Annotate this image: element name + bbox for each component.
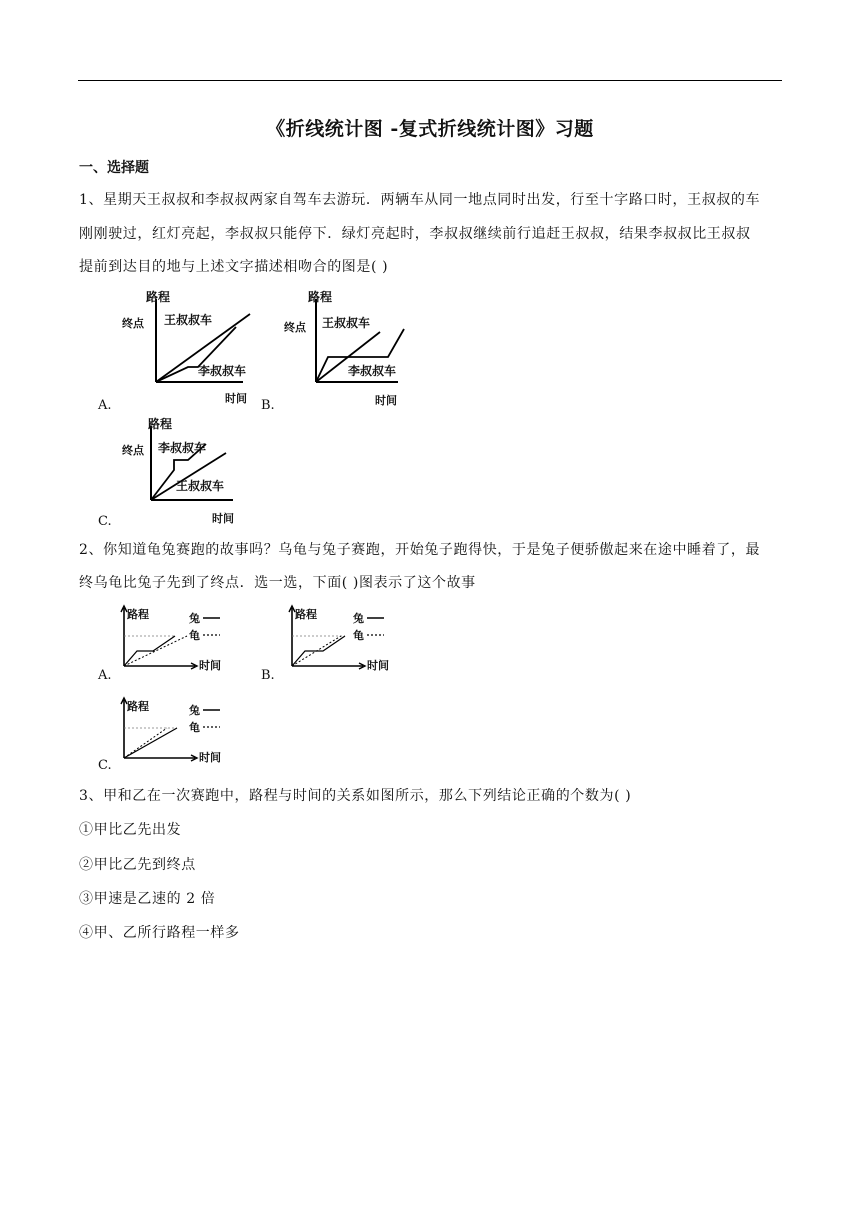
- y-axis-label: 路程: [148, 417, 173, 431]
- q2-option-a[interactable]: A.: [98, 668, 112, 683]
- q2-text-line-2: 终乌龟比兔子先到了终点．选一选，下面( )图表示了这个故事: [79, 575, 476, 591]
- turtle-label: 龟: [189, 629, 200, 642]
- rabbit-label: 兔: [353, 612, 364, 625]
- end-label: 终点: [122, 444, 144, 457]
- q1-text-line-1: 1、星期天王叔叔和李叔叔两家自驾车去游玩．两辆车从同一地点同时出发，行至十字路口时，王叔叔的车: [79, 192, 761, 208]
- q2-figure-c: [115, 695, 235, 775]
- q1-text-line-2: 刚刚驶过，红灯亮起，李叔叔只能停下．绿灯亮起时，李叔叔继续前行追赶王叔叔，结果李叔叔比王叔叔: [79, 226, 751, 242]
- x-axis-label: 时间: [225, 392, 247, 405]
- q2-option-b[interactable]: B.: [261, 668, 275, 683]
- rabbit-label: 兔: [189, 612, 200, 625]
- q3-item-1: ①甲比乙先出发: [79, 822, 182, 838]
- x-axis-label: 时间: [199, 659, 221, 672]
- rabbit-label: 兔: [189, 704, 200, 717]
- x-axis-label: 时间: [375, 394, 397, 407]
- end-label: 终点: [122, 317, 144, 330]
- q1-option-a[interactable]: A.: [98, 398, 112, 413]
- end-label: 终点: [284, 321, 306, 334]
- li-label: 李叔叔车: [348, 364, 397, 378]
- y-axis-label: 路程: [146, 290, 171, 304]
- x-axis-label: 时间: [367, 659, 389, 672]
- q1-text-line-3: 提前到达目的地与上述文字描述相吻合的图是( ): [79, 259, 389, 275]
- page-title: 《折线统计图 -复式折线统计图》习题: [266, 118, 594, 140]
- x-axis-label: 时间: [212, 512, 234, 525]
- q2-figure-a: [115, 603, 235, 683]
- q1-figure-a: [118, 287, 268, 412]
- q2-figure-b: [283, 603, 403, 683]
- li-label: 李叔叔车: [198, 364, 247, 378]
- q2-option-c[interactable]: C.: [98, 758, 112, 773]
- section-heading: 一、选择题: [79, 160, 149, 176]
- q1-option-c[interactable]: C.: [98, 514, 112, 529]
- y-axis-label: 路程: [127, 700, 149, 713]
- wang-label: 王叔叔车: [176, 479, 225, 493]
- q2-text-line-1: 2、你知道龟兔赛跑的故事吗？乌龟与兔子赛跑，开始兔子跑得快，于是兔子便骄傲起来在途中睡着了，最: [79, 542, 761, 558]
- q1-figure-c: [118, 418, 268, 533]
- turtle-label: 龟: [189, 721, 200, 734]
- top-rule: [78, 80, 782, 81]
- q3-item-4: ④甲、乙所行路程一样多: [79, 925, 240, 941]
- q3-item-3: ③甲速是乙速的 2 倍: [79, 891, 216, 907]
- li-label: 李叔叔车: [158, 441, 207, 455]
- q1-figure-b: [280, 287, 430, 412]
- q3-text: 3、甲和乙在一次赛跑中，路程与时间的关系如图所示，那么下列结论正确的个数为( ): [79, 788, 632, 804]
- wang-label: 王叔叔车: [322, 316, 371, 330]
- turtle-label: 龟: [353, 629, 364, 642]
- y-axis-label: 路程: [295, 608, 317, 621]
- q1-option-b[interactable]: B.: [261, 398, 275, 413]
- wang-label: 王叔叔车: [164, 313, 213, 327]
- y-axis-label: 路程: [127, 608, 149, 621]
- y-axis-label: 路程: [308, 290, 333, 304]
- x-axis-label: 时间: [199, 751, 221, 764]
- q3-item-2: ②甲比乙先到终点: [79, 857, 196, 873]
